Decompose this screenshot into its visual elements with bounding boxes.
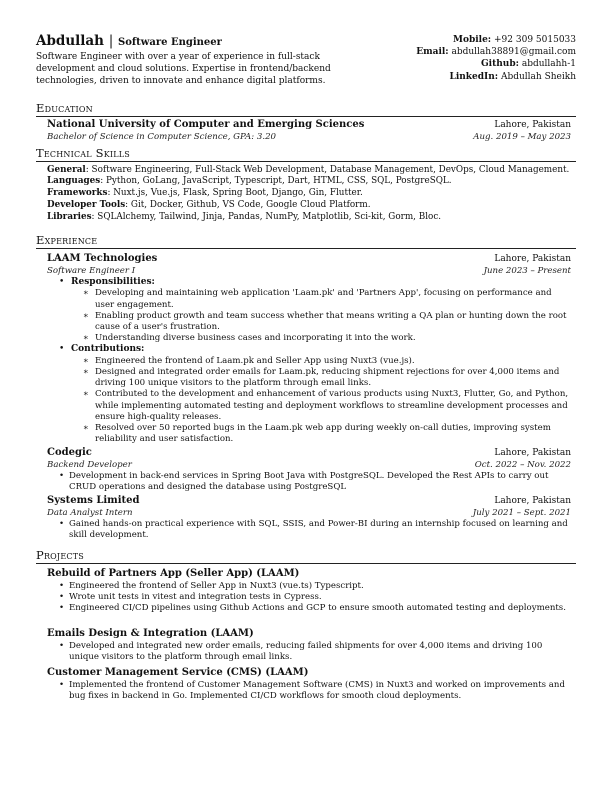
summary: Software Engineer with over a year of experience in full-stack development and cloud solutions. Expertise in frontend/backend technologies, driven to innovate and enhance digital platforms. [36,52,331,86]
sub-list [71,356,571,446]
list-item: ∗ Developing and maintaining web application 'Laam.pk' and 'Partners App', focusing on performance and user engagement. [83,288,571,310]
contact-label: Email: [416,47,449,58]
list-item: ∗ Enabling product growth and team success whether that means writing a QA plan or hunting down the root cause of a user's frustration. [83,311,571,333]
job-row [47,253,571,266]
job-subrow [47,460,571,471]
company-name: Codegic [47,447,92,459]
job-dates: June 2023 – Present [483,265,571,276]
list-item: • Development in back-end services in Spring Boot Java with PostgreSQL. Developed the Rest APIs to carry out CRUD operations and designed the database using PostgreSQL [59,471,571,493]
project-bullets [47,641,571,663]
skill-value: : Python, GoLang, JavaScript, Typescript, Dart, HTML, CSS, SQL, PostgreSQL. [100,176,452,187]
project-entry [36,628,576,663]
job-codegic [36,447,576,493]
list-item: ∗ Resolved over 50 reported bugs in the Laam.pk web app during weekly on-call duties, improving system reliability and user satisfaction. [83,423,571,445]
job-dates: July 2021 – Sept. 2021 [472,507,571,518]
list-item: • Engineered the frontend of Seller App in Nuxt3 (vue.ts) Typescript. [59,581,571,592]
skill-row [47,188,576,200]
job-dates: Oct. 2022 – Nov. 2022 [474,459,571,470]
job-subrow [47,508,571,519]
education-row [47,119,571,132]
job-title: Data Analyst Intern [47,507,133,518]
contact-email [416,46,576,58]
skill-label: General [47,164,86,175]
name: Abdullah [36,33,104,49]
job-subrow [47,266,571,277]
group-heading: Contributions: [71,344,145,355]
header-left [36,34,356,87]
name-line [36,34,356,50]
list-item: ∗ Contributed to the development and enhancement of various products using Nuxt3, Flutter, Go, and Python, while implementing automated testing and deployment workflows to streamline development processes and ensure high-quality releases. [83,389,571,423]
list-item: ∗ Engineered the frontend of Laam.pk and Seller App using Nuxt3 (vue.js). [83,356,571,367]
job-systems [36,495,576,541]
skill-value: : Git, Docker, Github, VS Code, Google Cloud Platform. [125,199,371,210]
skills-heading: Technical Skills [36,147,576,162]
skill-row [47,165,576,177]
project-entry [36,568,576,614]
contact-info [416,34,576,87]
contact-mobile [416,34,576,46]
list-item: ∗ Understanding diverse business cases and incorporating it into the work. [83,333,571,344]
skill-value: : Nuxt.js, Vue.js, Flask, Spring Boot, Django, Gin, Flutter. [107,188,363,199]
skill-value: : Software Engineering, Full-Stack Web Development, Database Management, DevOps, Cloud Management. [85,164,570,175]
list-item: • Engineered CI/CD pipelines using Github Actions and GCP to ensure smooth automated testing and deployments. [59,603,571,614]
job-groups [47,277,571,445]
project-entry [36,667,576,702]
school-location: Lahore, Pakistan [494,120,571,130]
skill-row [47,212,576,224]
job-row [47,495,571,508]
skill-row [47,176,576,188]
list-item [59,344,571,445]
contact-label: Github: [480,59,519,70]
school-name: National University of Computer and Emerging Sciences [47,119,365,130]
contact-value: Abdullah Sheikh [500,71,576,82]
job-title: Software Engineer I [47,265,136,276]
name-separator: | [108,33,114,49]
job-title: Backend Developer [47,459,132,470]
project-title: Emails Design & Integration (LAAM) [47,628,254,640]
education-entry [36,119,576,143]
list-item: ∗ Designed and integrated order emails for Laam.pk, reducing shipment rejections for over 4,000 items and driving 100 unique visitors to the platform through email links. [83,367,571,389]
job-laam [36,253,576,445]
contact-value: +92 309 5015033 [494,35,576,45]
experience-heading: Experience [36,234,576,249]
contact-github [416,58,576,70]
contact-value: abdullah38891@gmail.com [451,47,576,58]
skill-label: Developer Tools [47,199,126,210]
project-title: Rebuild of Partners App (Seller App) (LAAM) [47,568,300,580]
project-bullets [47,680,571,702]
resume-header [36,34,576,87]
education-heading: Education [36,102,576,117]
skill-row [47,200,576,212]
job-bullets [47,471,571,493]
skill-label: Frameworks [47,188,108,199]
contact-linkedin [416,71,576,83]
list-item [59,277,571,344]
company-name: Systems Limited [47,495,140,507]
job-bullets [47,519,571,541]
role-title: Software Engineer [117,37,222,48]
job-row [47,447,571,460]
skill-value: : SQLAlchemy, Tailwind, Jinja, Pandas, NumPy, Matplotlib, Sci-kit, Gorm, Bloc. [91,211,442,222]
degree: Bachelor of Science in Computer Science, GPA: 3.20 [47,131,277,142]
sub-list [71,288,571,344]
company-location: Lahore, Pakistan [494,448,571,459]
education-dates: Aug. 2019 – May 2023 [473,131,571,142]
list-item: • Implemented the frontend of Customer Management Software (CMS) in Nuxt3 and worked on improvements and bug fixes in backend in Go. Implemented CI/CD workflows for smooth cloud deployments. [59,680,571,702]
skill-label: Languages [47,176,101,187]
group-heading: Responsibilities: [71,276,155,287]
list-item: • Gained hands-on practical experience with SQL, SSIS, and Power-BI during an internship focused on learning and skill development. [59,519,571,541]
skill-label: Libraries [47,211,92,222]
projects-heading: Projects [36,549,576,564]
project-title: Customer Management Service (CMS) (LAAM) [47,667,309,679]
company-name: LAAM Technologies [47,253,158,265]
resume-page [36,34,576,702]
company-location: Lahore, Pakistan [494,496,571,507]
contact-label: LinkedIn: [449,71,499,82]
company-location: Lahore, Pakistan [494,254,571,265]
list-item: • Wrote unit tests in vitest and integration tests in Cypress. [59,592,571,603]
contact-value: abdullahh-1 [521,59,576,70]
skills-list [36,165,576,224]
list-item: • Developed and integrated new order emails, reducing failed shipments for over 4,000 items and driving 100 unique visitors to the platform through email links. [59,641,571,663]
contact-label: Mobile: [452,35,492,45]
project-bullets [47,581,571,615]
education-subrow [47,132,571,143]
